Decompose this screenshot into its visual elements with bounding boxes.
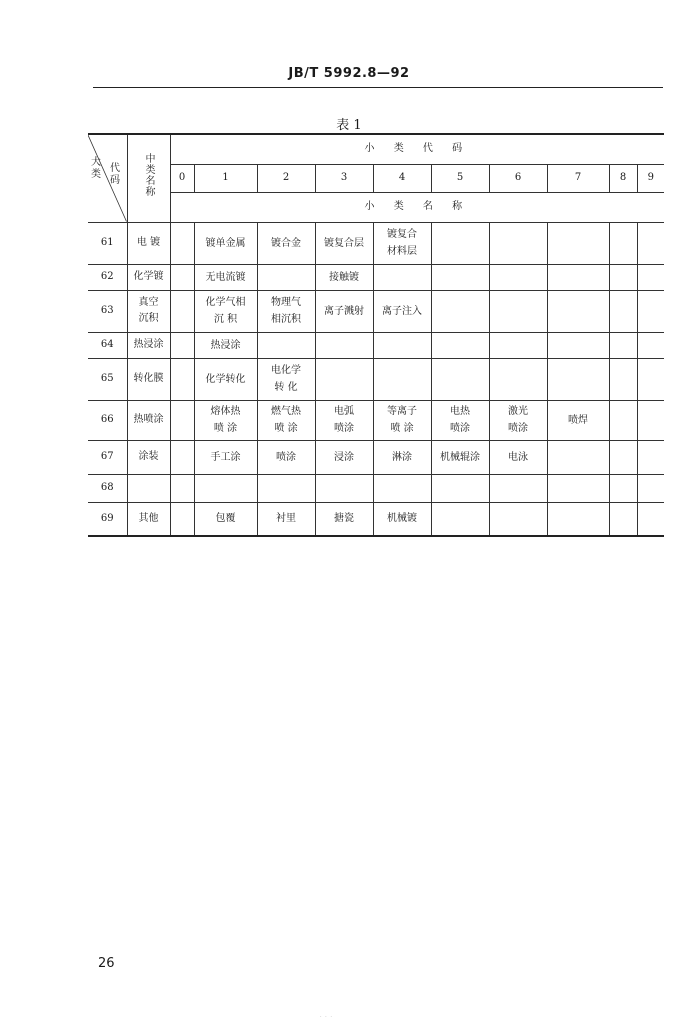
subcategory-cell [431,358,489,400]
row-code: 68 [88,474,127,502]
subcategory-cell: 熔体热 喷 涂 [194,400,257,440]
row-code: 61 [88,222,127,264]
subcategory-cell [373,474,431,502]
corner-header-cell [88,134,127,222]
subcategory-cell: 搪瓷 [315,502,373,536]
subcategory-cell [431,222,489,264]
table-row [88,332,664,358]
subcategory-cell [170,290,194,332]
subcategory-cell [489,332,547,358]
subcategory-cell: 喷涂 [257,440,315,474]
subcategory-cell: 燃气热 喷 涂 [257,400,315,440]
subcategory-cell: 等离子 喷 涂 [373,400,431,440]
subcategory-cell [431,332,489,358]
subcategory-cell [170,502,194,536]
subcategory-cell [431,502,489,536]
subcategory-cell [547,264,609,290]
subcategory-cell [170,358,194,400]
subcategory-cell [609,358,637,400]
subcategory-cell [170,264,194,290]
subcategory-cell [170,474,194,502]
subcategory-cell: 淋涂 [373,440,431,474]
subcategory-cell [489,290,547,332]
subcategory-cell [315,358,373,400]
subcategory-cell [547,332,609,358]
subcategory-cell: 电热 喷涂 [431,400,489,440]
subcategory-cell [257,264,315,290]
row-code: 65 [88,358,127,400]
group-code-label: 小 类 代 码 [170,134,664,164]
subcategory-cell: 包覆 [194,502,257,536]
row-code: 62 [88,264,127,290]
subcategory-cell [489,358,547,400]
row-category-name: 化学镀 [127,264,170,290]
subcategory-cell [609,264,637,290]
table-row [88,502,664,536]
subcategory-cell: 接触镀 [315,264,373,290]
subcategory-cell [547,290,609,332]
code-5: 5 [431,164,489,192]
subcategory-cell [609,440,637,474]
subcategory-cell: 镀复合层 [315,222,373,264]
mid-category-name-header: 中类名称 [127,134,170,222]
subcategory-cell: 化学转化 [194,358,257,400]
row-category-name: 真空 沉积 [127,290,170,332]
row-code: 64 [88,332,127,358]
code-1: 1 [194,164,257,192]
subcategory-cell: 化学气相 沉 积 [194,290,257,332]
standard-code-header: JB/T 5992.8—92 [288,66,410,81]
subcategory-cell [489,222,547,264]
subcategory-cell [315,474,373,502]
subcategory-cell: 机械辊涂 [431,440,489,474]
subcategory-cell [489,474,547,502]
subcategory-cell [194,474,257,502]
subcategory-cell [637,264,664,290]
subcategory-cell [431,474,489,502]
subcategory-cell [609,474,637,502]
subcategory-cell: 电泳 [489,440,547,474]
subcategory-cell: 热浸涂 [194,332,257,358]
subcategory-cell [170,400,194,440]
subcategory-cell: 激光 喷涂 [489,400,547,440]
subcategory-cell: 镀复合 材料层 [373,222,431,264]
group-name-label: 小 类 名 称 [170,192,664,222]
subcategory-cell: 离子注入 [373,290,431,332]
code-0: 0 [170,164,194,192]
table-row [88,222,664,264]
subcategory-cell: 物理气 相沉积 [257,290,315,332]
table-caption: 表 1 [336,118,362,133]
subcategory-cell [373,332,431,358]
subcategory-cell: 喷焊 [547,400,609,440]
subcategory-cell: 手工涂 [194,440,257,474]
subcategory-cell: 衬里 [257,502,315,536]
table-body [88,222,664,536]
row-code: 67 [88,440,127,474]
subcategory-cell [170,222,194,264]
subcategory-cell [637,222,664,264]
row-code: 66 [88,400,127,440]
corner-label-top: 代 码 [110,163,120,186]
row-category-name: 转化膜 [127,358,170,400]
classification-table [88,133,664,537]
subcategory-cell [315,332,373,358]
subcategory-cell [637,358,664,400]
subcategory-cell [257,474,315,502]
table-row [88,264,664,290]
row-category-name: 涂装 [127,440,170,474]
subcategory-cell: 镀单金属 [194,222,257,264]
subcategory-cell [547,440,609,474]
subcategory-cell [489,264,547,290]
subcategory-cell [637,400,664,440]
table-row [88,358,664,400]
subcategory-cell: 镀合金 [257,222,315,264]
subcategory-cell: 电弧 喷涂 [315,400,373,440]
subcategory-cell [637,332,664,358]
subcategory-cell [609,400,637,440]
code-7: 7 [547,164,609,192]
subcategory-cell [170,440,194,474]
subcategory-cell [547,502,609,536]
subcategory-cell [170,332,194,358]
subcategory-cell [637,474,664,502]
subcategory-cell [637,440,664,474]
subcategory-cell [547,358,609,400]
page-number: 26 [98,956,115,971]
corner-label-left: 大 类 [91,157,101,180]
subcategory-cell [637,290,664,332]
row-code: 69 [88,502,127,536]
subcategory-cell [373,264,431,290]
subcategory-cell [257,332,315,358]
code-8: 8 [609,164,637,192]
row-category-name: 热喷涂 [127,400,170,440]
subcategory-cell [373,358,431,400]
subcategory-cell [609,222,637,264]
code-row [88,164,664,192]
subcategory-cell: 无电流镀 [194,264,257,290]
code-4: 4 [373,164,431,192]
table-row [88,440,664,474]
table-row [88,290,664,332]
code-2: 2 [257,164,315,192]
subcategory-cell: 电化学 转 化 [257,358,315,400]
header-rule [93,87,663,88]
table-row [88,474,664,502]
subcategory-cell: 浸涂 [315,440,373,474]
footer-mark: · · · [320,1014,333,1020]
subcategory-cell [547,222,609,264]
subcategory-cell [637,502,664,536]
subcategory-cell [431,290,489,332]
row-category-name [127,474,170,502]
subcategory-cell [547,474,609,502]
code-6: 6 [489,164,547,192]
code-3: 3 [315,164,373,192]
row-category-name: 其他 [127,502,170,536]
row-category-name: 热浸涂 [127,332,170,358]
subcategory-cell: 机械镀 [373,502,431,536]
row-category-name: 电 镀 [127,222,170,264]
code-9: 9 [637,164,664,192]
row-code: 63 [88,290,127,332]
subcategory-cell: 离子溅射 [315,290,373,332]
subcategory-cell [431,264,489,290]
subcategory-cell [489,502,547,536]
subcategory-cell [609,290,637,332]
table-row [88,400,664,440]
subcategory-cell [609,332,637,358]
subcategory-cell [609,502,637,536]
